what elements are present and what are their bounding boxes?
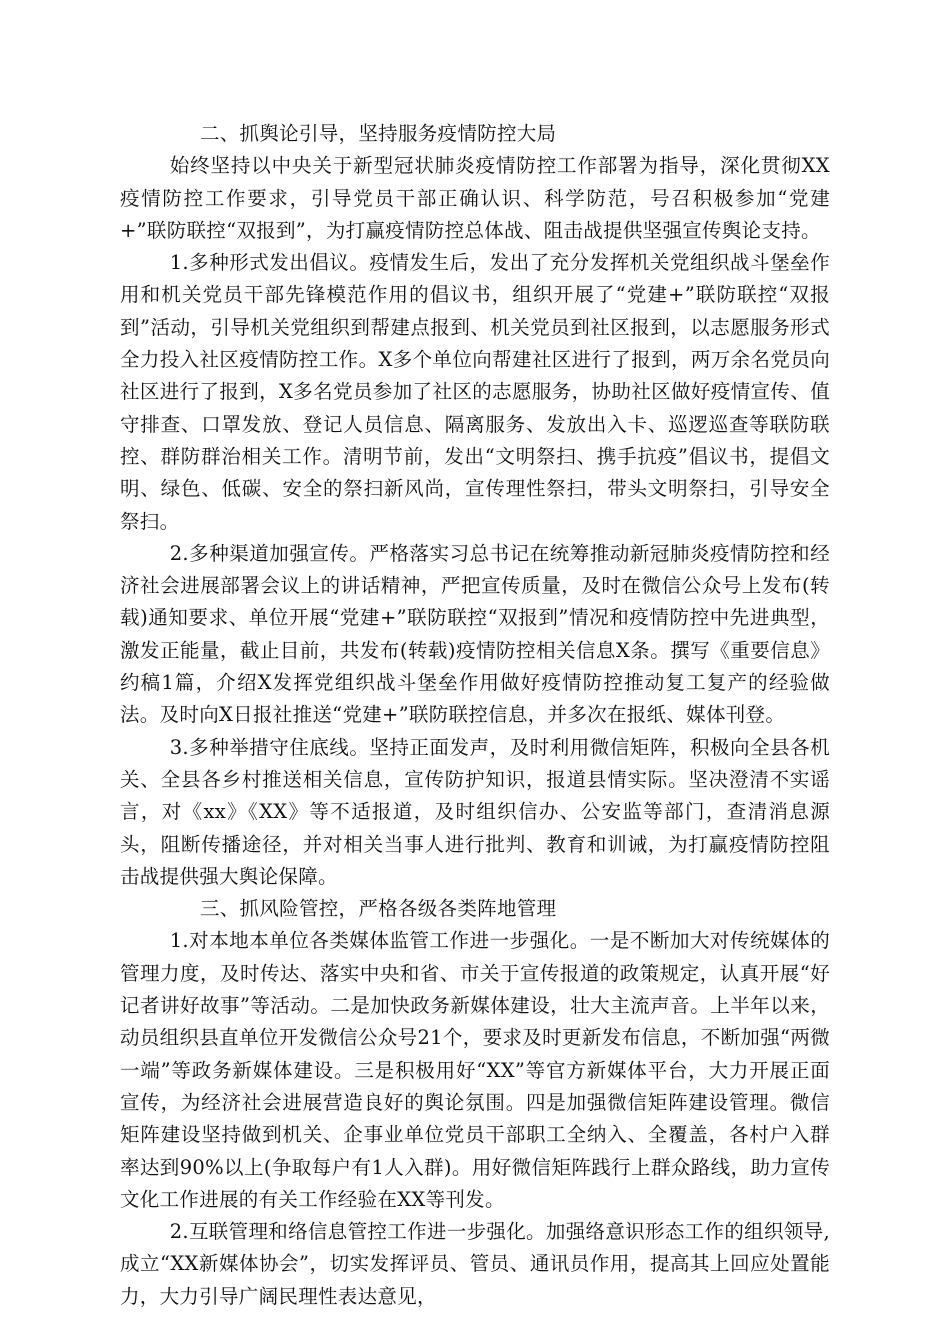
paragraph: 始终坚持以中央关于新型冠状肺炎疫情防控工作部署为指导，深化贯彻XX疫情防控工作要求，引导党员干部正确认识、科学防范，号召积极参加“党建+”联防联控“双报到”，为打赢疫情防控总体战、阻击战提供坚强宣传舆论支持。 [120, 154, 830, 242]
paragraph: 2.多种渠道加强宣传。严格落实习总书记在统筹推动新冠肺炎疫情防控和经济社会进展部署会议上的讲话精神，严把宣传质量，及时在微信公众号上发布(转载)通知要求、单位开展“党建+”联防联控“双报到”情况和疫情防控中先进典型，激发正能量，截止目前，共发布(转载)疫情防控相关信息X条。撰写《重要信息》约稿1篇，介绍X发挥党组织战斗堡垒作用做好疫情防控推动复工复产的经验做法。及时向X日报社推送“党建+”联防联控信息，并多次在报纸、媒体刊登。 [120, 541, 830, 727]
section-heading: 三、抓风险管控，严格各级各类阵地管理 [199, 897, 557, 921]
paragraph: 2.互联管理和络信息管控工作进一步强化。加强络意识形态工作的组织领导,成立“XX新媒体协会”，切实发挥评员、管员、通讯员作用，提高其上回应处置能力，大力引导广阔民理性表达意见， [120, 1220, 830, 1308]
paragraph: 1.多种形式发出倡议。疫情发生后，发出了充分发挥机关党组织战斗堡垒作用和机关党员干部先锋模范作用的倡议书，组织开展了“党建+”联防联控“双报到”活动，引导机关党组织到帮建点报到、机关党员到社区报到，以志愿服务形式全力投入社区疫情防控工作。X多个单位向帮建社区进行了报到，两万余名党员向社区进行了报到，X多名党员参加了社区的志愿服务，协助社区做好疫情宣传、值守排查、口罩发放、登记人员信息、隔离服务、发放出入卡、巡逻巡查等联防联控、群防群治相关工作。清明节前，发出“文明祭扫、携手抗疫”倡议书，提倡文明、绿色、低碳、安全的祭扫新风尚，宣传理性祭扫，带头文明祭扫，引导安全祭扫。 [120, 251, 830, 533]
document-body [120, 118, 830, 1313]
paragraph: 3.多种举措守住底线。坚持正面发声，及时利用微信矩阵，积极向全县各机关、全县各乡村推送相关信息，宣传防护知识，报道县情实际。坚决澄清不实谣言，对《xx》《XX》等不适报道，及时组织信办、公安监等部门，查清消息源头，阻断传播途径，并对相关当事人进行批判、教育和训诫，为打赢疫情防控阻击战提供强大舆论保障。 [120, 735, 830, 888]
paragraph: 1.对本地本单位各类媒体监管工作进一步强化。一是不断加大对传统媒体的管理力度，及时传达、落实中央和省、市关于宣传报道的政策规定，认真开展“好记者讲好故事”等活动。二是加快政务新媒体建设，壮大主流声音。上半年以来，动员组织县直单位开发微信公众号21个，要求及时更新发布信息，不断加强“两微一端”等政务新媒体建设。三是积极用好“XX”等官方新媒体平台，大力开展正面宣传，为经济社会进展营造良好的舆论氛围。四是加强微信矩阵建设管理。微信矩阵建设坚持做到机关、企事业单位党员干部职工全纳入、全覆盖，各村户入群率达到90%以上(争取每户有1人入群)。用好微信矩阵践行上群众路线，助力宣传文化工作进展的有关工作经验在XX等刊发。 [120, 929, 830, 1211]
section-heading: 二、抓舆论引导，坚持服务疫情防控大局 [199, 122, 557, 145]
